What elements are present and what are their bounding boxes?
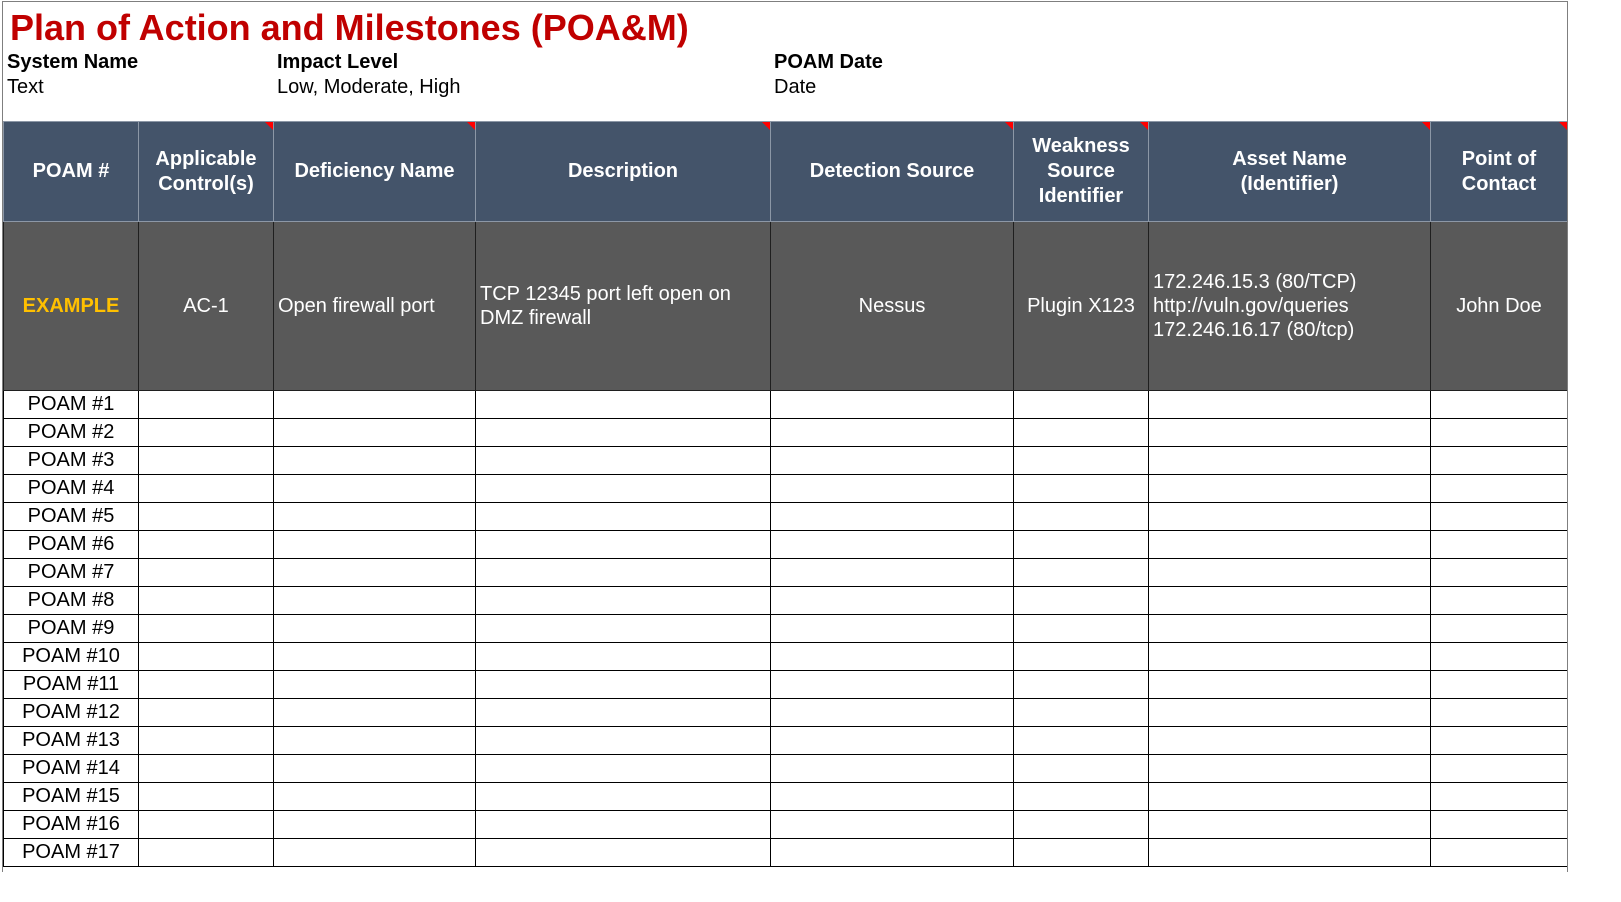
poam-id-cell[interactable]: POAM #9 [4,615,139,643]
empty-cell[interactable] [274,391,476,419]
empty-cell[interactable] [1149,755,1431,783]
empty-cell[interactable] [139,699,274,727]
empty-cell[interactable] [1431,615,1568,643]
empty-cell[interactable] [274,839,476,867]
empty-cell[interactable] [476,755,771,783]
empty-cell[interactable] [139,783,274,811]
empty-cell[interactable] [476,419,771,447]
empty-cell[interactable] [1014,587,1149,615]
table-row [4,447,1568,475]
column-header[interactable] [274,122,476,222]
empty-cell[interactable] [1149,671,1431,699]
empty-cell[interactable] [274,727,476,755]
empty-cell[interactable] [1431,783,1568,811]
column-header[interactable] [1431,122,1568,222]
empty-cell[interactable] [1149,559,1431,587]
empty-cell[interactable] [1014,419,1149,447]
empty-cell[interactable] [771,503,1014,531]
empty-cell[interactable] [1014,503,1149,531]
empty-cell[interactable] [476,503,771,531]
column-header-line: Control(s) [158,172,254,195]
table-row [4,615,1568,643]
poam-id-cell[interactable]: POAM #16 [4,811,139,839]
empty-cell[interactable] [1149,419,1431,447]
example-weakness-id-cell[interactable]: Plugin X123 [1014,222,1149,391]
empty-cell[interactable] [274,671,476,699]
empty-cell[interactable] [274,503,476,531]
example-asset-line: 172.246.15.3 (80/TCP) [1153,271,1357,293]
system-name-label: System Name [7,51,139,73]
empty-cell[interactable] [1149,391,1431,419]
table-row [4,755,1568,783]
table-row [4,391,1568,419]
empty-cell[interactable] [1014,391,1149,419]
column-header-line: Source [1047,160,1115,182]
empty-cell[interactable] [476,587,771,615]
empty-cell[interactable] [476,727,771,755]
empty-cell[interactable] [771,447,1014,475]
column-header-line: POAM # [32,160,110,182]
poam-id-cell[interactable]: POAM #7 [4,559,139,587]
empty-cell[interactable] [139,727,274,755]
empty-cell[interactable] [1014,839,1149,867]
empty-cell[interactable] [1431,839,1568,867]
empty-cell[interactable] [1014,755,1149,783]
empty-cell[interactable] [139,559,274,587]
column-header[interactable] [139,122,274,222]
empty-cell[interactable] [476,783,771,811]
empty-cell[interactable] [1149,503,1431,531]
example-description-line: TCP 12345 port left open on [480,283,731,305]
empty-cell[interactable] [274,447,476,475]
empty-cell[interactable] [1431,475,1568,503]
comment-indicator-icon[interactable] [1422,122,1430,130]
comment-indicator-icon[interactable] [265,122,273,130]
empty-cell[interactable] [1431,671,1568,699]
empty-cell[interactable] [139,475,274,503]
table-row [4,783,1568,811]
column-header[interactable] [1149,122,1431,222]
empty-cell[interactable] [274,699,476,727]
table-row [4,671,1568,699]
comment-indicator-icon[interactable] [762,122,770,130]
poam-id-cell[interactable]: POAM #8 [4,587,139,615]
empty-cell[interactable] [1431,755,1568,783]
empty-cell[interactable] [1014,531,1149,559]
empty-cell[interactable] [476,671,771,699]
empty-cell[interactable] [139,419,274,447]
empty-cell[interactable] [1014,615,1149,643]
empty-cell[interactable] [1431,559,1568,587]
empty-cell[interactable] [476,643,771,671]
empty-cell[interactable] [274,615,476,643]
poam-table [3,121,1568,867]
example-deficiency-cell[interactable]: Open firewall port [274,222,476,391]
empty-cell[interactable] [476,531,771,559]
empty-cell[interactable] [1014,783,1149,811]
empty-cell[interactable] [771,727,1014,755]
example-description-line: DMZ firewall [480,307,592,329]
table-row [4,531,1568,559]
empty-cell[interactable] [139,671,274,699]
example-asset-line: 172.246.16.17 (80/tcp) [1153,319,1355,341]
table-row [4,811,1568,839]
empty-cell[interactable] [1149,587,1431,615]
table-row [4,419,1568,447]
empty-cell[interactable] [1149,783,1431,811]
empty-cell[interactable] [139,811,274,839]
empty-cell[interactable] [476,391,771,419]
table-row [4,587,1568,615]
table-row [4,503,1568,531]
empty-cell[interactable] [1431,391,1568,419]
empty-cell[interactable] [1431,587,1568,615]
empty-cell[interactable] [139,755,274,783]
empty-cell[interactable] [139,587,274,615]
example-row [4,222,1568,391]
column-header-line: Deficiency Name [294,160,455,182]
empty-cell[interactable] [139,643,274,671]
empty-cell[interactable] [1014,475,1149,503]
poam-id-cell[interactable]: POAM #4 [4,475,139,503]
empty-cell[interactable] [1431,811,1568,839]
empty-cell[interactable] [1149,811,1431,839]
empty-cell[interactable] [476,447,771,475]
impact-level-label: Impact Level [277,51,399,73]
example-detection-source-cell[interactable]: Nessus [771,222,1014,391]
empty-cell[interactable] [476,839,771,867]
empty-cell[interactable] [476,811,771,839]
empty-cell[interactable] [1149,727,1431,755]
empty-cell[interactable] [139,503,274,531]
system-name-value[interactable]: Text [7,76,44,98]
empty-cell[interactable] [1149,475,1431,503]
empty-cell[interactable] [1431,447,1568,475]
empty-cell[interactable] [771,587,1014,615]
empty-cell[interactable] [274,559,476,587]
column-header[interactable] [4,122,139,222]
column-header-line: (Identifier) [1240,172,1339,195]
poam-id-cell[interactable]: POAM #15 [4,783,139,811]
column-header-line: Weakness [1032,135,1130,157]
empty-cell[interactable] [1149,839,1431,867]
empty-cell[interactable] [274,587,476,615]
empty-cell[interactable] [139,531,274,559]
table-row [4,699,1568,727]
poam-id-cell[interactable]: POAM #5 [4,503,139,531]
column-header[interactable] [1014,122,1149,222]
empty-cell[interactable] [1431,727,1568,755]
example-asset-line: http://vuln.gov/queries [1153,295,1349,317]
example-description-cell[interactable] [476,222,771,391]
empty-cell[interactable] [1014,811,1149,839]
table-row [4,475,1568,503]
column-header-line: Description [567,160,679,182]
poam-id-cell[interactable]: POAM #13 [4,727,139,755]
empty-cell[interactable] [139,839,274,867]
poam-id-cell[interactable]: POAM #14 [4,755,139,783]
column-header-line: Contact [1461,172,1537,195]
empty-cell[interactable] [274,419,476,447]
table-row [4,559,1568,587]
empty-cell[interactable] [1014,671,1149,699]
empty-cell[interactable] [771,475,1014,503]
poam-id-cell[interactable]: POAM #2 [4,419,139,447]
empty-cell[interactable] [771,783,1014,811]
empty-cell[interactable] [1149,699,1431,727]
empty-cell[interactable] [1014,559,1149,587]
empty-cell[interactable] [139,447,274,475]
example-asset-cell[interactable] [1149,222,1431,391]
empty-cell[interactable] [1014,447,1149,475]
poam-id-cell[interactable]: POAM #12 [4,699,139,727]
impact-level-value[interactable]: Low, Moderate, High [277,76,461,98]
column-header[interactable] [771,122,1014,222]
empty-cell[interactable] [1014,727,1149,755]
empty-cell[interactable] [1149,643,1431,671]
comment-indicator-icon[interactable] [1140,122,1148,130]
empty-cell[interactable] [1149,615,1431,643]
empty-cell[interactable] [1014,643,1149,671]
empty-cell[interactable] [274,755,476,783]
empty-cell[interactable] [476,559,771,587]
empty-cell[interactable] [771,391,1014,419]
empty-cell[interactable] [771,755,1014,783]
table-row [4,643,1568,671]
example-contact-cell[interactable]: John Doe [1431,222,1568,391]
empty-cell[interactable] [771,531,1014,559]
column-header-line: Identifier [1038,185,1124,207]
empty-cell[interactable] [476,699,771,727]
empty-cell[interactable] [771,671,1014,699]
comment-indicator-icon[interactable] [1005,122,1013,130]
column-header-line: Applicable [155,147,257,170]
empty-cell[interactable] [274,783,476,811]
table-header-row [4,122,1568,222]
column-header[interactable] [476,122,771,222]
empty-cell[interactable] [274,531,476,559]
empty-cell[interactable] [274,475,476,503]
empty-cell[interactable] [771,839,1014,867]
column-header-line: Asset Name [1232,147,1347,170]
spreadsheet [2,1,1568,872]
empty-cell[interactable] [771,419,1014,447]
empty-cell[interactable] [274,643,476,671]
column-header-line: Detection Source [809,160,975,182]
example-control-cell[interactable]: AC-1 [139,222,274,391]
poam-id-cell[interactable]: POAM #6 [4,531,139,559]
comment-indicator-icon[interactable] [467,122,475,130]
empty-cell[interactable] [1149,531,1431,559]
empty-cell[interactable] [1431,699,1568,727]
empty-cell[interactable] [1431,531,1568,559]
poam-id-cell[interactable]: POAM #11 [4,671,139,699]
poam-date-label: POAM Date [774,51,883,73]
example-poam-id-cell[interactable]: EXAMPLE [4,222,139,391]
empty-cell[interactable] [476,475,771,503]
empty-cell[interactable] [1431,643,1568,671]
empty-cell[interactable] [274,811,476,839]
poam-id-cell[interactable]: POAM #1 [4,391,139,419]
comment-indicator-icon[interactable] [1559,122,1567,130]
empty-cell[interactable] [1149,447,1431,475]
poam-id-cell[interactable]: POAM #17 [4,839,139,867]
empty-cell[interactable] [771,699,1014,727]
empty-cell[interactable] [1431,419,1568,447]
empty-cell[interactable] [139,615,274,643]
empty-cell[interactable] [771,811,1014,839]
empty-cell[interactable] [771,615,1014,643]
poam-id-cell[interactable]: POAM #10 [4,643,139,671]
empty-cell[interactable] [139,391,274,419]
poam-id-cell[interactable]: POAM #3 [4,447,139,475]
poam-date-value[interactable]: Date [774,76,817,98]
column-header-line: Point of [1461,147,1537,170]
empty-cell[interactable] [1431,503,1568,531]
empty-cell[interactable] [771,559,1014,587]
empty-cell[interactable] [771,643,1014,671]
empty-cell[interactable] [476,615,771,643]
table-row [4,839,1568,867]
empty-cell[interactable] [1014,699,1149,727]
table-row [4,727,1568,755]
page-title: Plan of Action and Milestones (POA&M) [10,7,689,48]
